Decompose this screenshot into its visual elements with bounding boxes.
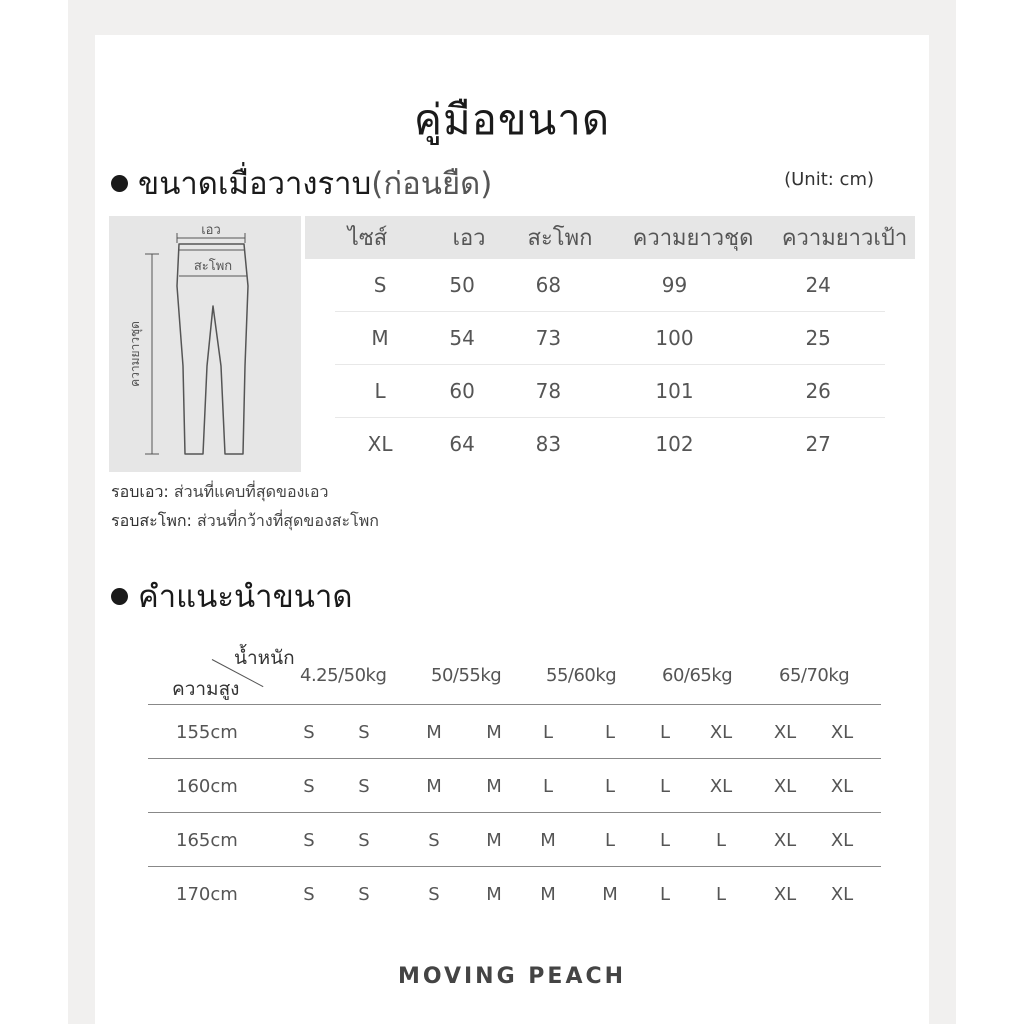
size-cell: M <box>486 722 502 743</box>
header-length: ความยาวชุด <box>632 226 754 251</box>
figure-waist-label: เอว <box>201 223 221 238</box>
table-row <box>335 365 885 418</box>
table-row <box>148 867 881 920</box>
size-cell: L <box>715 884 727 905</box>
cell-rise: 25 <box>805 326 831 350</box>
cell-waist: 54 <box>449 326 475 350</box>
size-cell: XL <box>773 776 797 797</box>
size-cell: XL <box>709 776 733 797</box>
size-cell: L <box>542 722 554 743</box>
cell-hip: 78 <box>535 379 562 403</box>
row-height: 165cm <box>176 830 238 851</box>
size-cell: S <box>303 722 315 743</box>
bullet-icon <box>111 175 128 192</box>
size-cell: L <box>604 722 616 743</box>
flat-size-heading-note: (ก่อนยืด) <box>371 166 493 202</box>
height-axis-label: ความสูง <box>172 678 240 700</box>
size-cell: M <box>426 722 442 743</box>
size-cell: L <box>604 776 616 797</box>
size-cell: XL <box>830 776 854 797</box>
cell-waist: 50 <box>449 273 475 297</box>
cell-rise: 26 <box>805 379 831 403</box>
size-cell: L <box>659 884 671 905</box>
cell-hip: 68 <box>535 273 562 297</box>
weight-column: 60/65kg <box>662 665 733 686</box>
size-cell: XL <box>830 722 854 743</box>
row-height: 160cm <box>176 776 238 797</box>
flat-size-table <box>305 216 915 470</box>
header-waist: เอว <box>452 226 486 251</box>
size-cell: XL <box>773 722 797 743</box>
recommend-heading-text: คำแนะนำขนาด <box>138 579 353 615</box>
size-cell: M <box>486 884 502 905</box>
measurement-notes <box>111 477 379 535</box>
flat-size-heading <box>111 158 492 208</box>
note-waist <box>111 477 379 506</box>
size-cell: M <box>602 884 618 905</box>
figure-length-label: ความยาวชุด <box>128 321 142 387</box>
weight-axis-label: น้ำหนัก <box>234 647 295 669</box>
note-hip-label: รอบสะโพก: <box>111 511 192 530</box>
size-cell: S <box>303 830 315 851</box>
row-height: 170cm <box>176 884 238 905</box>
row-height: 155cm <box>176 722 238 743</box>
cell-hip: 73 <box>535 326 562 350</box>
size-cell: M <box>540 830 556 851</box>
cell-length: 102 <box>655 432 694 456</box>
size-cell: XL <box>773 830 797 851</box>
size-cell: M <box>540 884 556 905</box>
size-cell: L <box>659 722 671 743</box>
size-cell: XL <box>773 884 797 905</box>
note-waist-label: รอบเอว: <box>111 482 169 501</box>
size-cell: S <box>358 722 370 743</box>
unit-label: (Unit: cm) <box>784 169 874 190</box>
size-cell: M <box>486 776 502 797</box>
size-guide-page <box>95 35 929 1024</box>
weight-column: 50/55kg <box>431 665 502 686</box>
header-size: ไซส์ <box>347 226 388 251</box>
bullet-icon <box>111 588 128 605</box>
header-rise: ความยาวเป้า <box>781 226 908 251</box>
size-cell: M <box>486 830 502 851</box>
table-row <box>335 259 885 312</box>
size-cell: M <box>426 776 442 797</box>
left-margin-strip <box>0 0 68 1024</box>
size-cell: S <box>303 884 315 905</box>
size-cell: L <box>659 776 671 797</box>
table-row <box>335 312 885 365</box>
size-cell: S <box>303 776 315 797</box>
table-row <box>335 418 885 470</box>
cell-rise: 24 <box>805 273 831 297</box>
size-cell: L <box>659 830 671 851</box>
recommend-table <box>148 643 881 920</box>
weight-column: 65/70kg <box>779 665 850 686</box>
size-cell: S <box>358 884 370 905</box>
size-cell: S <box>428 884 440 905</box>
table-row <box>148 759 881 813</box>
recommend-heading <box>111 571 353 621</box>
size-cell: XL <box>709 722 733 743</box>
cell-size: XL <box>367 432 393 456</box>
note-hip <box>111 506 379 535</box>
header-hip: สะโพก <box>527 226 593 251</box>
weight-column: 4.25/50kg <box>300 665 387 686</box>
cell-rise: 27 <box>805 432 831 456</box>
flat-size-table-header <box>305 216 915 259</box>
cell-waist: 64 <box>449 432 475 456</box>
cell-size: M <box>371 326 389 350</box>
leggings-diagram-icon <box>109 216 301 472</box>
size-cell: S <box>428 830 440 851</box>
cell-size: L <box>374 379 386 403</box>
figure-hip-label: สะโพก <box>193 259 233 274</box>
cell-length: 100 <box>655 326 694 350</box>
leggings-figure <box>109 216 301 472</box>
cell-size: S <box>373 273 387 297</box>
size-cell: L <box>715 830 727 851</box>
table-row <box>148 705 881 759</box>
size-cell: XL <box>830 830 854 851</box>
size-cell: S <box>358 830 370 851</box>
page-title: คู่มือขนาด <box>413 95 611 144</box>
flat-size-heading-text: ขนาดเมื่อวางราบ <box>138 166 372 202</box>
cell-length: 99 <box>661 273 688 297</box>
recommend-table-header <box>148 643 881 705</box>
note-waist-text: ส่วนที่แคบที่สุดของเอว <box>168 482 329 501</box>
note-hip-text: ส่วนที่กว้างที่สุดของสะโพก <box>191 511 379 530</box>
size-cell: S <box>358 776 370 797</box>
right-margin-strip <box>956 0 1024 1024</box>
cell-hip: 83 <box>535 432 562 456</box>
size-cell: L <box>604 830 616 851</box>
cell-length: 101 <box>655 379 694 403</box>
weight-column: 55/60kg <box>546 665 617 686</box>
brand-logo: MOVING PEACH <box>397 964 627 989</box>
size-cell: XL <box>830 884 854 905</box>
table-row <box>148 813 881 867</box>
size-cell: L <box>542 776 554 797</box>
cell-waist: 60 <box>449 379 475 403</box>
